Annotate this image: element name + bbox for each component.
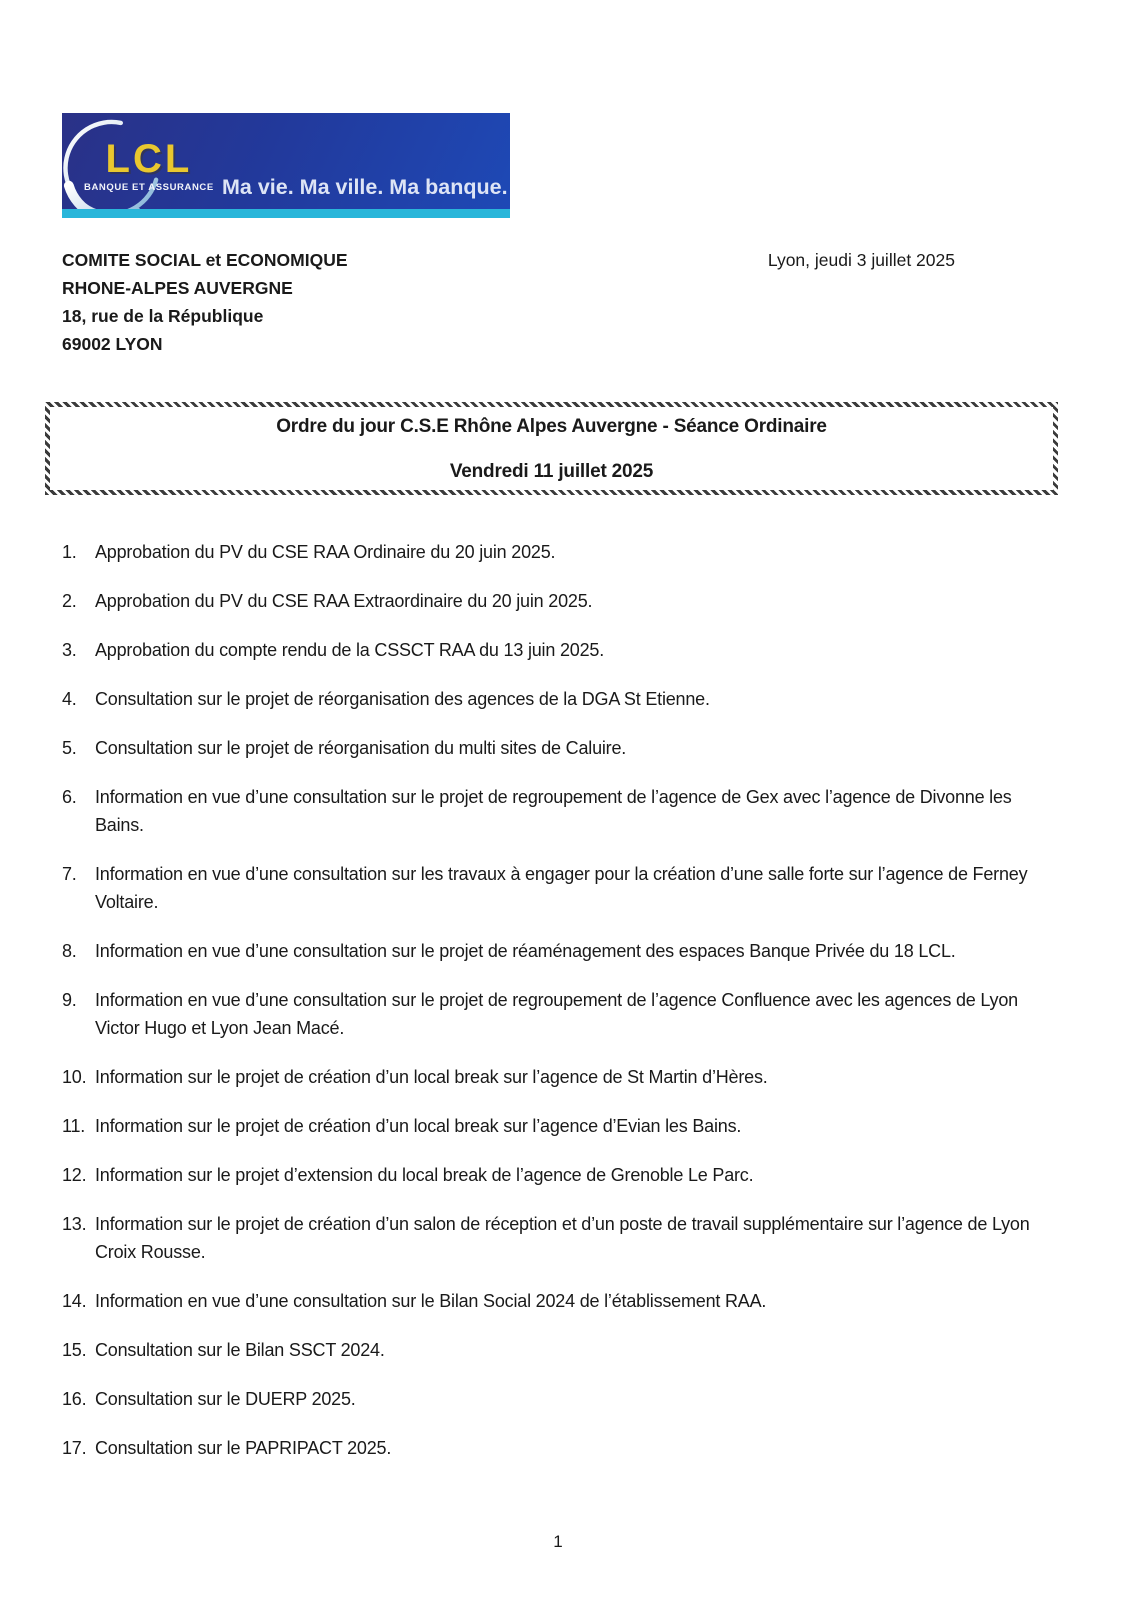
agenda-item <box>62 1063 1054 1091</box>
agenda-item-text: Consultation sur le PAPRIPACT 2025. <box>95 1438 392 1458</box>
agenda-title-box <box>45 402 1058 495</box>
agenda-item-number: 4. <box>62 689 77 709</box>
banner-bottom-stripe <box>62 209 510 218</box>
document-date: Lyon, jeudi 3 juillet 2025 <box>767 250 955 270</box>
agenda-title: Ordre du jour C.S.E Rhône Alpes Auvergne - Séance Ordinaire <box>276 416 827 437</box>
agenda-item-number: 8. <box>62 941 77 961</box>
agenda-item-text: Approbation du PV du CSE RAA Ordinaire du 20 juin 2025. <box>95 542 556 562</box>
agenda-item-text: Consultation sur le projet de réorganisation du multi sites de Caluire. <box>95 738 627 758</box>
agenda-item <box>62 1161 1054 1189</box>
agenda-item-number: 9. <box>62 990 77 1010</box>
agenda-item-text: Information en vue d’une consultation sur le projet de regroupement de l’agence Confluence avec les agences de Lyon Victor Hugo et Lyon Jean Macé. <box>95 990 1018 1038</box>
page-number: 1 <box>553 1532 563 1551</box>
agenda-item-number: 6. <box>62 787 77 807</box>
agenda-list <box>62 538 1054 1483</box>
agenda-item <box>62 1336 1054 1364</box>
agenda-item <box>62 685 1054 713</box>
agenda-item-number: 13. <box>62 1214 87 1234</box>
agenda-item <box>62 937 1054 965</box>
agenda-item-text: Approbation du PV du CSE RAA Extraordinaire du 20 juin 2025. <box>95 591 593 611</box>
agenda-item-text: Information en vue d’une consultation sur les travaux à engager pour la création d’une salle forte sur l’agence de Ferney Voltaire. <box>95 864 1028 912</box>
agenda-item-number: 2. <box>62 591 77 611</box>
agenda-item <box>62 587 1054 615</box>
agenda-item-number: 5. <box>62 738 77 758</box>
lcl-tagline: Ma vie. Ma ville. Ma banque. <box>222 175 508 199</box>
agenda-item <box>62 860 1054 916</box>
page-footer <box>62 1532 1054 1552</box>
agenda-item <box>62 538 1054 566</box>
org-name-line-1: COMITE SOCIAL et ECONOMIQUE <box>62 250 348 270</box>
agenda-item-text: Consultation sur le Bilan SSCT 2024. <box>95 1340 385 1360</box>
agenda-item <box>62 1434 1054 1462</box>
agenda-item <box>62 986 1054 1042</box>
agenda-item-text: Approbation du compte rendu de la CSSCT RAA du 13 juin 2025. <box>95 640 605 660</box>
agenda-item-text: Information en vue d’une consultation sur le projet de réaménagement des espaces Banque Privée du 18 LCL. <box>95 941 956 961</box>
agenda-item <box>62 783 1054 839</box>
agenda-item <box>62 734 1054 762</box>
org-address-block <box>62 246 348 358</box>
lcl-logo-subtitle: BANQUE ET ASSURANCE <box>84 182 214 193</box>
agenda-item-number: 3. <box>62 640 77 660</box>
agenda-item-number: 1. <box>62 542 77 562</box>
agenda-item-number: 14. <box>62 1291 87 1311</box>
agenda-item <box>62 1112 1054 1140</box>
agenda-item-text: Information en vue d’une consultation sur le projet de regroupement de l’agence de Gex avec l’agence de Divonne les Bains. <box>95 787 1012 835</box>
agenda-item-text: Consultation sur le DUERP 2025. <box>95 1389 356 1409</box>
lcl-logo-block <box>84 139 214 193</box>
agenda-item-text: Information sur le projet d’extension du local break de l’agence de Grenoble Le Parc. <box>95 1165 754 1185</box>
agenda-item <box>62 636 1054 664</box>
agenda-item-number: 17. <box>62 1438 87 1458</box>
agenda-item <box>62 1385 1054 1413</box>
agenda-item-number: 7. <box>62 864 77 884</box>
agenda-item-number: 16. <box>62 1389 87 1409</box>
agenda-item-text: Information en vue d’une consultation sur le Bilan Social 2024 de l’établissement RAA. <box>95 1291 767 1311</box>
agenda-item-number: 12. <box>62 1165 87 1185</box>
agenda-item-text: Information sur le projet de création d’un local break sur l’agence de St Martin d’Hères. <box>95 1067 768 1087</box>
lcl-logo-banner <box>62 113 510 218</box>
agenda-item-number: 11. <box>62 1116 86 1136</box>
agenda-item <box>62 1287 1054 1315</box>
agenda-session-date: Vendredi 11 juillet 2025 <box>449 461 654 482</box>
agenda-item-number: 10. <box>62 1067 87 1087</box>
agenda-item-text: Consultation sur le projet de réorganisation des agences de la DGA St Etienne. <box>95 689 710 709</box>
org-name-line-2: RHONE-ALPES AUVERGNE <box>62 278 293 298</box>
agenda-item-text: Information sur le projet de création d’un local break sur l’agence d’Evian les Bains. <box>95 1116 742 1136</box>
document-header <box>62 246 1058 358</box>
agenda-item-number: 15. <box>62 1340 87 1360</box>
org-address-street: 18, rue de la République <box>62 306 264 326</box>
agenda-item-text: Information sur le projet de création d’un salon de réception et d’un poste de travail supplémentaire sur l’agence de Lyon Croix Rousse. <box>95 1214 1030 1262</box>
agenda-item <box>62 1210 1054 1266</box>
org-address-city: 69002 LYON <box>62 334 163 354</box>
lcl-logo-text: LCL <box>105 137 193 181</box>
